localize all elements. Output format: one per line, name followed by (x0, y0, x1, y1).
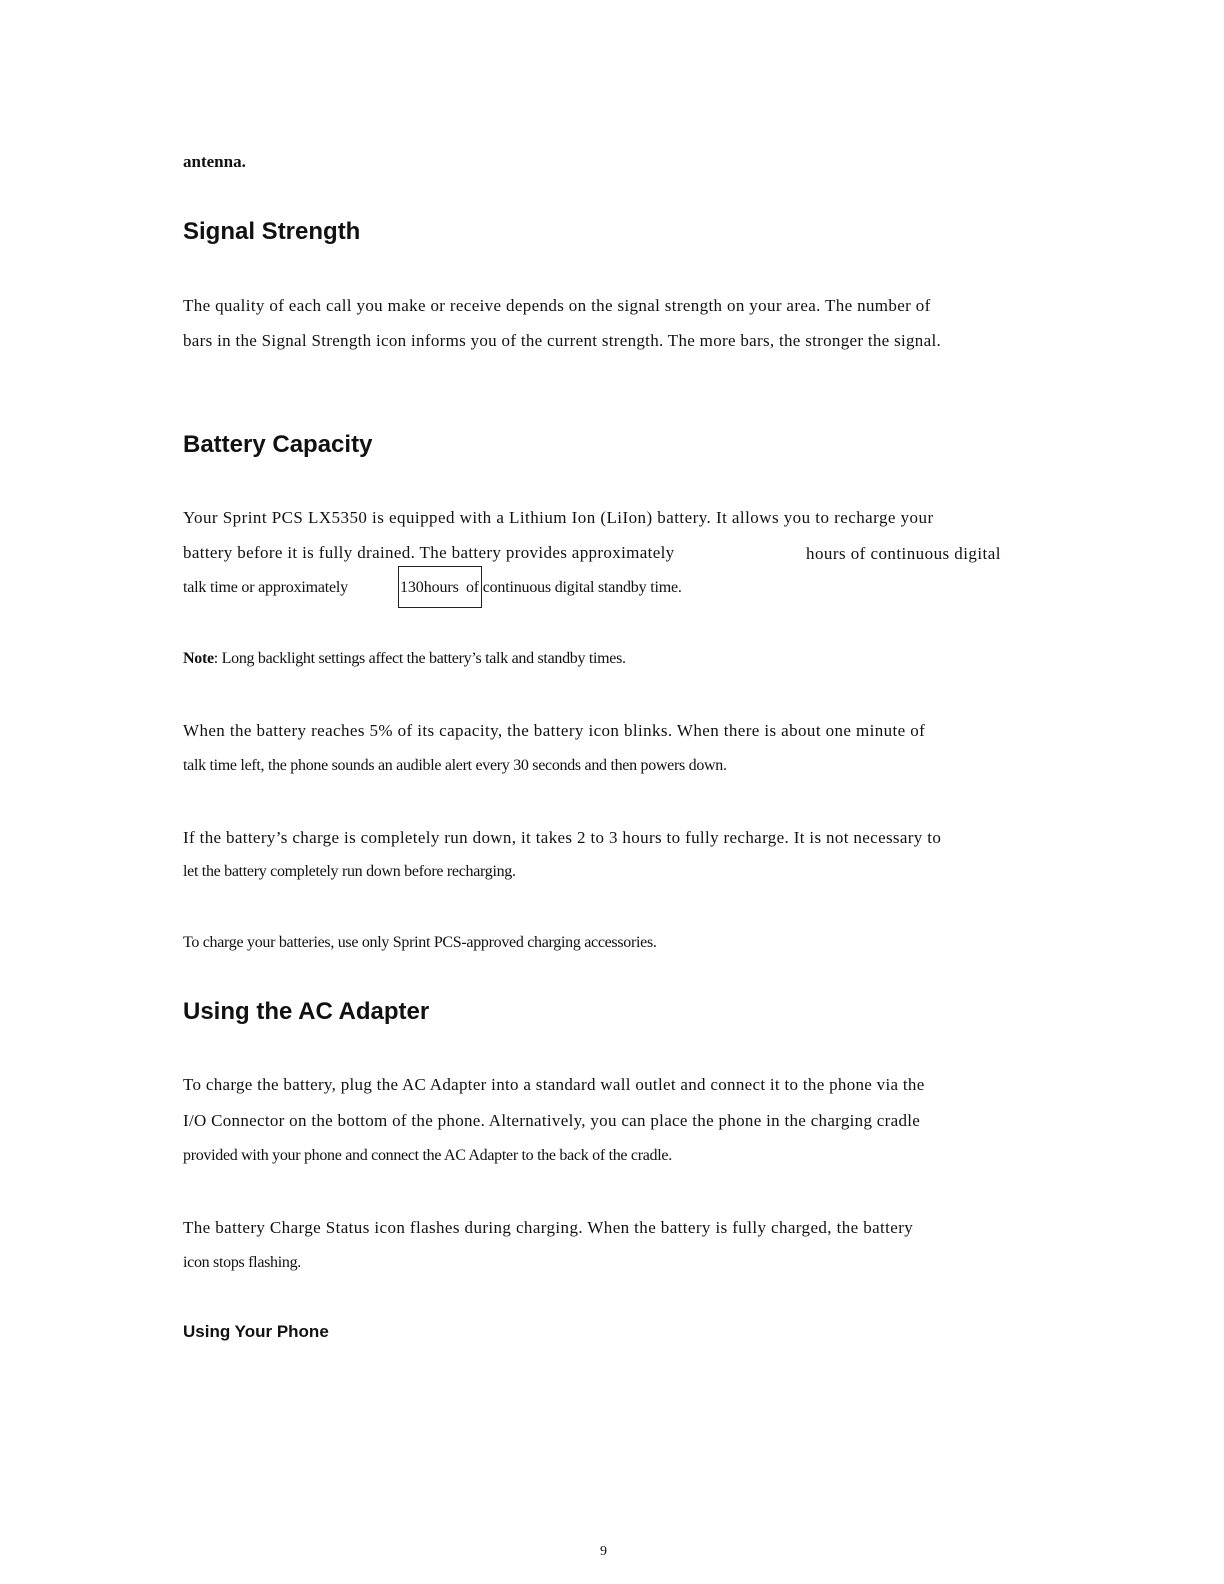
battery-capacity-heading: Battery Capacity (183, 431, 373, 458)
battery-p1-line-2-end: hours of continuous digital (806, 544, 1001, 563)
ac-adapter-p1-line-1: To charge the battery, plug the AC Adapter into a standard wall outlet and connect it to the phone via the (183, 1075, 925, 1094)
ac-adapter-p2-line-2: icon stops flashing. (183, 1254, 301, 1271)
signal-strength-paragraph-line-1: The quality of each call you make or receive depends on the signal strength on your area. The number of (183, 296, 931, 315)
ac-adapter-p2-line-1: The battery Charge Status icon flashes during charging. When the battery is fully charged, the battery (183, 1218, 914, 1237)
ac-adapter-p1-line-3: provided with your phone and connect the AC Adapter to the back of the cradle. (183, 1147, 672, 1164)
battery-p4: To charge your batteries, use only Sprint PCS-approved charging accessories. (183, 934, 657, 951)
battery-p1-line-2-start: battery before it is fully drained. The battery provides approximately (183, 543, 675, 562)
ac-adapter-heading: Using the AC Adapter (183, 998, 430, 1025)
battery-p1-line-3-end: of continuous digital standby time. (466, 579, 682, 596)
intro-fragment: antenna. (183, 152, 246, 171)
battery-p3-line-1: If the battery’s charge is completely run down, it takes 2 to 3 hours to fully recharge. It is not necessary to (183, 828, 942, 847)
footer-section-label: Using Your Phone (183, 1322, 329, 1341)
battery-p3-line-2: let the battery completely run down before recharging. (183, 863, 516, 880)
page-number: 9 (600, 1544, 607, 1559)
ac-adapter-p1-line-2: I/O Connector on the bottom of the phone. Alternatively, you can place the phone in the charging cradle (183, 1111, 921, 1130)
battery-p1-line-3-start: talk time or approximately (183, 579, 348, 596)
battery-p2-line-2: talk time left, the phone sounds an audible alert every 30 seconds and then powers down. (183, 757, 727, 774)
signal-strength-heading: Signal Strength (183, 218, 361, 245)
standby-hours-value: 130hours (400, 579, 459, 596)
note-text: : Long backlight settings affect the battery’s talk and standby times. (213, 650, 626, 667)
battery-note (183, 649, 626, 669)
battery-p1-line-1: Your Sprint PCS LX5350 is equipped with a Lithium Ion (LiIon) battery. It allows you to recharge your (183, 508, 934, 527)
signal-strength-paragraph-line-2: bars in the Signal Strength icon informs you of the current strength. The more bars, the stronger the signal. (183, 331, 942, 350)
battery-p2-line-1: When the battery reaches 5% of its capacity, the battery icon blinks. When there is about one minute of (183, 721, 926, 740)
note-label: Note (183, 650, 214, 667)
